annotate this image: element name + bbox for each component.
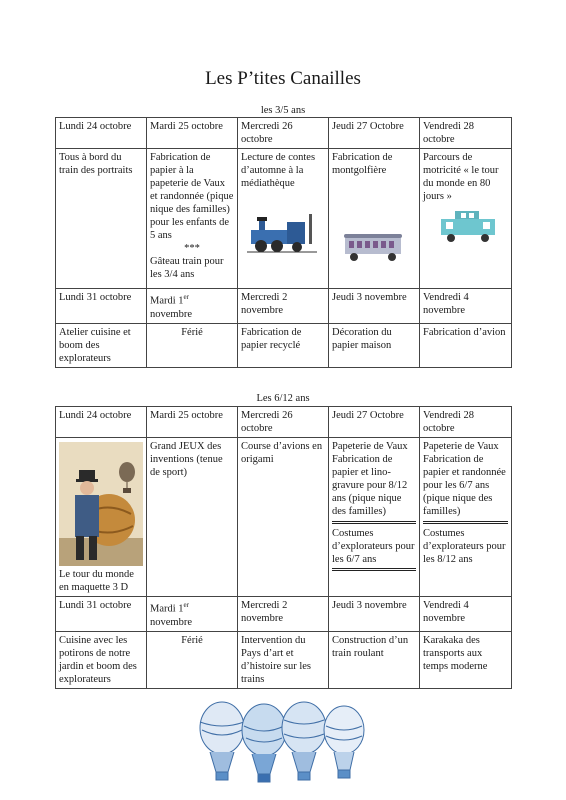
page-title: Les P’tites Canailles [205,68,361,89]
group-caption-big: Les 6/12 ans [256,393,310,404]
caboose-illustration [437,209,499,243]
schedule-table-small [55,117,512,368]
locomotive-illustration [247,214,317,254]
table-row [56,323,512,367]
day-header: Mercredi 2 novembre [238,289,329,324]
activity-cell: Cuisine avec les potirons de notre jardin et boom des explorateurs [56,631,147,688]
day-header: Jeudi 27 Octobre [329,118,420,149]
passenger-wagon-illustration [342,232,404,262]
activity-text: Fabrication de papier à la papeterie de Vaux et randonnée (pique nique des familles) pour les enfants de 5 ans [150,152,234,241]
activity-cell: Course d’avions en origami [238,438,329,597]
day-header: Jeudi 3 novembre [329,597,420,632]
day-header [147,289,238,324]
hot-air-balloons-illustration [196,700,368,784]
activity-text: Papeterie de Vaux Fabrication de papier et randonnée pour les 6/7 ans (pique nique des familles) [423,441,506,517]
activity-extra-text: Costumes d’explorateurs pour les 6/7 ans [332,528,415,565]
activity-cell: Construction d’un train roulant [329,631,420,688]
day-header: Vendredi 28 octobre [420,407,512,438]
day-header-text: Mardi 1 [150,603,184,615]
activity-cell [56,438,147,597]
day-header-month: novembre [150,308,192,320]
activity-text: Lecture de contes d’automne à la médiathèque [241,152,316,189]
activity-text: Parcours de motricité « le tour du monde en 80 jours » [423,152,499,202]
table-row [56,118,512,149]
day-header: Lundi 31 octobre [56,597,147,632]
group-caption-small: les 3/5 ans [260,105,306,116]
activity-cell: Fabrication d’avion [420,323,512,367]
table-row [56,149,512,289]
activity-text-extra [332,521,416,571]
separator-stars: *** [184,243,200,254]
activity-cell [420,149,512,289]
day-header: Jeudi 3 novembre [329,289,420,324]
explorer-globe-illustration [59,442,143,566]
day-header: Lundi 24 octobre [56,118,147,149]
schedule-table-big [55,406,512,689]
activity-cell: Férié [147,631,238,688]
activity-cell: Atelier cuisine et boom des explorateurs [56,323,147,367]
activity-cell: Fabrication de papier recyclé [238,323,329,367]
day-header: Mardi 25 octobre [147,407,238,438]
table-row [56,631,512,688]
day-header: Vendredi 4 novembre [420,289,512,324]
activity-cell: Karakaka des transports aux temps moderne [420,631,512,688]
day-header: Mardi 25 octobre [147,118,238,149]
activity-cell [147,149,238,289]
day-header: Mercredi 26 octobre [238,118,329,149]
activity-cell [329,438,420,597]
activity-cell [56,149,147,289]
table-row [56,438,512,597]
table-row [56,407,512,438]
day-header-sup: er [183,293,189,301]
activity-text: Papeterie de Vaux Fabrication de papier et lino-gravure pour 8/12 ans (pique nique des familles) [332,441,408,517]
day-header-text: Mardi 1 [150,295,184,307]
table-row [56,289,512,324]
activity-cell: Férié [147,323,238,367]
activity-text: Le tour du monde en maquette 3 D [59,569,134,593]
day-header: Mercredi 26 octobre [238,407,329,438]
day-header: Jeudi 27 Octobre [329,407,420,438]
day-header [147,597,238,632]
day-header: Vendredi 28 octobre [420,118,512,149]
day-header-sup: er [183,601,189,609]
day-header: Mercredi 2 novembre [238,597,329,632]
activity-text: Tous à bord du train des portraits [59,152,133,176]
double-rule [332,568,416,571]
activity-text: Fabrication de montgolfière [332,152,393,176]
activity-cell [420,438,512,597]
day-header: Vendredi 4 novembre [420,597,512,632]
day-header: Lundi 31 octobre [56,289,147,324]
day-header-month: novembre [150,616,192,628]
activity-text-extra: Gâteau train pour les 3/4 ans [150,256,224,280]
activity-text-extra: Costumes d’explorateurs pour les 8/12 ans [423,521,508,566]
day-header: Lundi 24 octobre [56,407,147,438]
activity-cell [238,149,329,289]
activity-cell: Intervention du Pays d’art et d’histoire sur les trains [238,631,329,688]
activity-cell: Grand JEUX des inventions (tenue de sport) [147,438,238,597]
table-row [56,597,512,632]
activity-cell: Décoration du papier maison [329,323,420,367]
activity-cell [329,149,420,289]
